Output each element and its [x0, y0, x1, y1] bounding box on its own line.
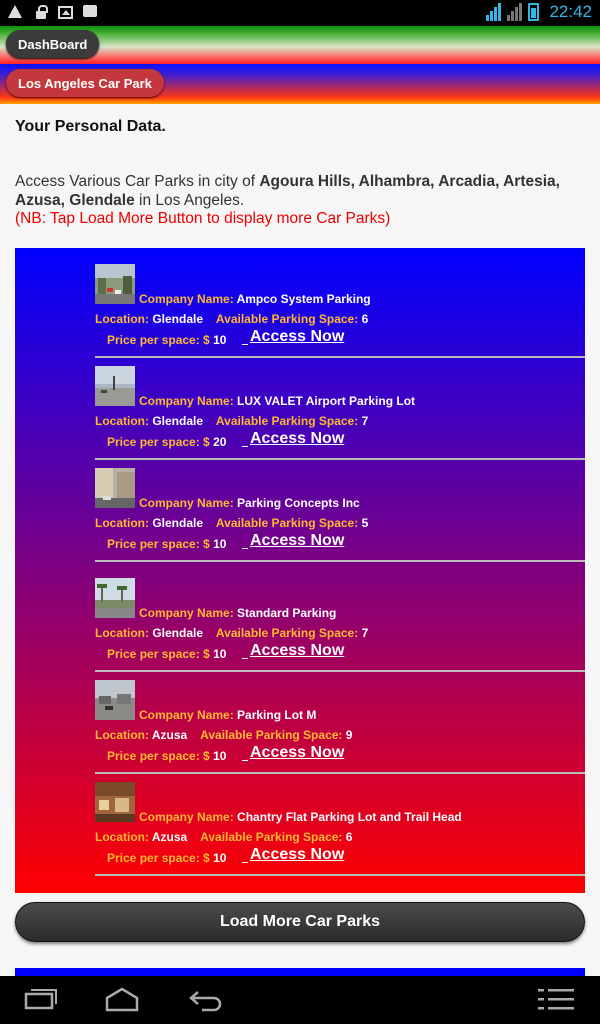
list-item — [95, 468, 585, 562]
car-park-list — [15, 248, 585, 893]
company-name: LUX VALET Airport Parking Lot — [237, 394, 416, 408]
status-bar — [0, 0, 600, 26]
recent-apps-icon[interactable] — [24, 986, 58, 1010]
navigation-bar — [0, 976, 600, 1024]
location-label: Location: — [95, 728, 149, 742]
space-label: Available Parking Space: — [215, 626, 359, 640]
location-label: Location: — [95, 312, 149, 326]
price-label: Price per space: $ — [107, 749, 210, 763]
space-value: 5 — [361, 516, 369, 530]
price-label: Price per space: $ — [107, 333, 210, 347]
car-park-thumbnail — [95, 680, 135, 720]
signal-icon — [486, 3, 501, 21]
space-label: Available Parking Space: — [215, 516, 359, 530]
menu-icon[interactable] — [538, 986, 574, 1012]
location-label: Location: — [95, 626, 149, 640]
signal-icon — [507, 3, 522, 21]
location-label: Location: — [95, 830, 149, 844]
picture-icon — [58, 4, 74, 20]
access-now-link[interactable]: Access Now — [250, 846, 345, 863]
description: Access Various Car Parks in city of Agoura Hills, Alhambra, Arcadia, Artesia, Azusa, Glendale in Los Angeles. — [15, 173, 560, 209]
car-park-thumbnail — [95, 782, 135, 822]
company-name: Chantry Flat Parking Lot and Trail Head — [237, 810, 462, 824]
price-value: 10 — [213, 647, 227, 661]
list-item — [95, 680, 585, 774]
company-name: Ampco System Parking — [236, 292, 371, 306]
location-label: Location: — [95, 414, 149, 428]
company-label: Company Name: — [139, 606, 234, 620]
space-label: Available Parking Space: — [200, 728, 343, 742]
price-label: Price per space: $ — [107, 647, 210, 661]
load-more-note: (NB: Tap Load More Button to display more Car Parks) — [15, 210, 391, 227]
access-now-link[interactable]: Access Now — [250, 744, 345, 761]
space-label: Available Parking Space: — [200, 830, 343, 844]
los-angeles-car-park-button[interactable]: Los Angeles Car Park — [6, 69, 164, 97]
space-value: 9 — [345, 728, 353, 742]
next-list-peek — [15, 968, 585, 976]
chat-icon — [83, 4, 99, 20]
access-now-link[interactable]: Access Now — [250, 642, 345, 659]
location-value: Glendale — [152, 626, 204, 640]
back-icon[interactable] — [188, 986, 224, 1012]
list-item — [95, 366, 585, 460]
price-value: 10 — [213, 537, 227, 551]
company-label: Company Name: — [139, 708, 234, 722]
home-icon[interactable] — [104, 986, 140, 1012]
access-now-link[interactable]: Access Now — [250, 532, 345, 549]
space-label: Available Parking Space: — [215, 312, 359, 326]
price-label: Price per space: $ — [107, 537, 210, 551]
warning-icon — [8, 4, 24, 20]
company-label: Company Name: — [139, 810, 234, 824]
company-name: Parking Concepts Inc — [237, 496, 360, 510]
car-park-thumbnail — [95, 468, 135, 508]
space-label: Available Parking Space: — [215, 414, 359, 428]
price-value: 10 — [213, 749, 227, 763]
content-area — [0, 104, 600, 976]
location-value: Glendale — [152, 312, 204, 326]
access-now-link[interactable]: Access Now — [250, 430, 345, 447]
battery-icon — [528, 3, 539, 21]
list-item — [95, 578, 585, 672]
space-value: 6 — [361, 312, 369, 326]
location-label: Location: — [95, 516, 149, 530]
location-value: Glendale — [152, 516, 204, 530]
price-label: Price per space: $ — [107, 851, 210, 865]
space-value: 6 — [345, 830, 353, 844]
company-name: Standard Parking — [237, 606, 337, 620]
space-value: 7 — [361, 414, 369, 428]
location-value: Azusa — [151, 830, 188, 844]
car-park-thumbnail — [95, 264, 135, 304]
load-more-button[interactable]: Load More Car Parks — [15, 902, 585, 942]
car-park-thumbnail — [95, 578, 135, 618]
dashboard-button[interactable]: DashBoard — [6, 30, 99, 58]
location-value: Glendale — [152, 414, 204, 428]
company-label: Company Name: — [139, 496, 234, 510]
access-now-link[interactable]: Access Now — [250, 328, 345, 345]
company-label: Company Name: — [139, 292, 234, 306]
space-value: 7 — [361, 626, 369, 640]
price-label: Price per space: $ — [107, 435, 210, 449]
price-value: 20 — [213, 435, 227, 449]
clock: 22:42 — [549, 2, 592, 21]
car-park-thumbnail — [95, 366, 135, 406]
price-value: 10 — [213, 333, 227, 347]
page-title: Your Personal Data. — [15, 118, 166, 135]
location-value: Azusa — [151, 728, 188, 742]
price-value: 10 — [213, 851, 227, 865]
company-label: Company Name: — [139, 394, 234, 408]
list-item — [95, 264, 585, 358]
company-name: Parking Lot M — [237, 708, 317, 722]
list-item — [95, 782, 585, 876]
lock-icon — [33, 4, 49, 20]
